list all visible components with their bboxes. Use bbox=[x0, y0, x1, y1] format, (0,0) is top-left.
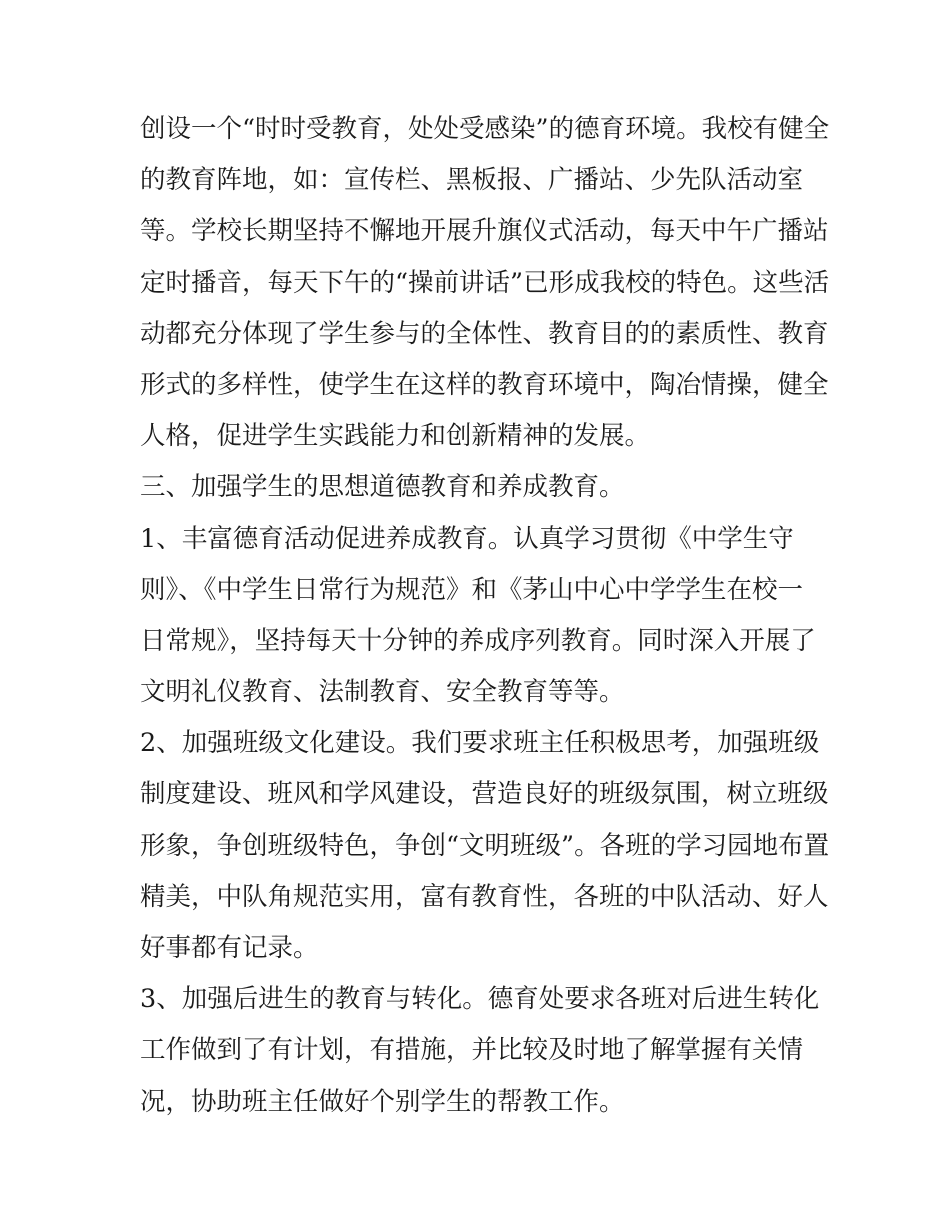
text-line: 文明礼仪教育、法制教育、安全教育等等。 bbox=[140, 677, 625, 708]
text-line: 2、加强班级文化建设。我们要求班主任积极思考，加强班级 bbox=[140, 728, 820, 759]
text-line: 1、丰富德育活动促进养成教育。认真学习贯彻《中学生守 bbox=[140, 523, 794, 554]
text-line: 形象，争创班级特色，争创“文明班级”。各班的学习园地布置 bbox=[140, 830, 830, 861]
text-line: 3、加强后进生的教育与转化。德育处要求各班对后进生转化 bbox=[140, 984, 820, 1015]
text-line: 人格，促进学生实践能力和创新精神的发展。 bbox=[140, 421, 651, 452]
text-line: 工作做到了有计划，有措施，并比较及时地了解掌握有关情 bbox=[140, 1035, 804, 1066]
text-line: 形式的多样性，使学生在这样的教育环境中，陶冶情操，健全 bbox=[140, 369, 829, 400]
text-line: 制度建设、班风和学风建设，营造良好的班级氛围，树立班级 bbox=[140, 779, 829, 810]
text-line: 动都充分体现了学生参与的全体性、教育目的的素质性、教育 bbox=[140, 318, 829, 349]
text-line: 创设一个“时时受教育，处处受感染”的德育环境。我校有健全 bbox=[140, 114, 830, 144]
text-line: 则》、《中学生日常行为规范》和《茅山中心中学学生在校一 bbox=[140, 574, 804, 605]
text-line: 日常规》，坚持每天十分钟的养成序列教育。同时深入开展了 bbox=[140, 625, 816, 656]
text-line: 好事都有记录。 bbox=[140, 933, 319, 963]
text-line: 精美，中队角规范实用，富有教育性，各班的中队活动、好人 bbox=[140, 881, 829, 912]
text-line: 定时播音，每天下午的“操前讲话”已形成我校的特色。这些活 bbox=[140, 267, 830, 298]
document-body bbox=[140, 104, 830, 1128]
text-line: 等。学校长期坚持不懈地开展升旗仪式活动，每天中午广播站 bbox=[140, 216, 829, 247]
text-line: 的教育阵地，如：宣传栏、黑板报、广播站、少先队活动室 bbox=[140, 165, 804, 196]
text-line: 况，协助班主任做好个别学生的帮教工作。 bbox=[140, 1086, 625, 1117]
section-heading: 三、加强学生的思想道德教育和养成教育。 bbox=[140, 472, 625, 503]
